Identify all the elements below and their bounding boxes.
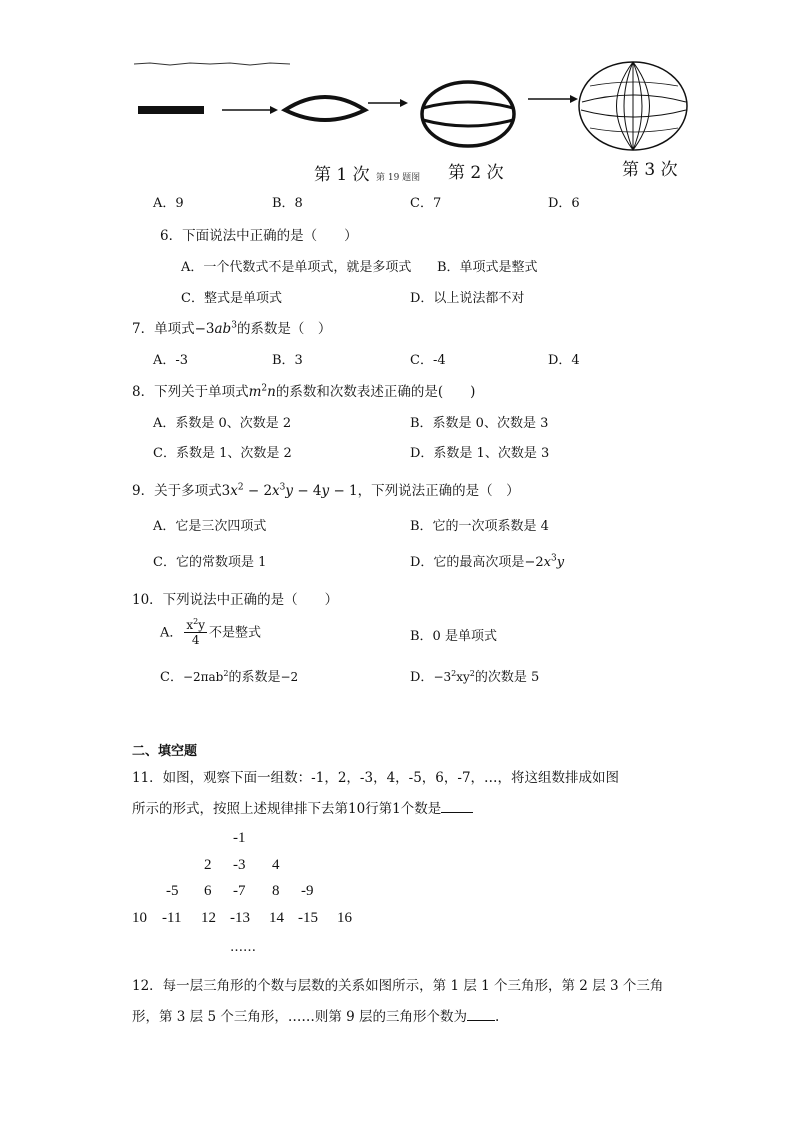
triangle-row-4-cell: 10 xyxy=(132,910,147,926)
q7-option-a[interactable]: A．-3 xyxy=(153,353,189,368)
q6-stem: 6．下面说法中正确的是（ ） xyxy=(160,228,358,244)
q7-stem xyxy=(132,317,331,337)
q5-option-d[interactable]: D．6 xyxy=(548,196,580,211)
q12-line2-text: 形，第 3 层 5 个三角形，……则第 9 层的三角形个数为 xyxy=(132,1009,468,1025)
q12-line2-end: . xyxy=(495,1009,500,1025)
q10-option-c[interactable] xyxy=(160,666,298,685)
q9-option-d-term: $-2x^3y$ xyxy=(524,553,565,570)
q9-polynomial: $3x^2 - 2x^3y - 4y - 1$ xyxy=(221,482,358,499)
figure-caption-3: 第 3 次 xyxy=(622,160,678,180)
q7-option-d[interactable]: D．4 xyxy=(548,353,580,368)
sphere-three-cuts-shape xyxy=(579,62,687,150)
q9-suffix: ，下列说法正确的是（ ） xyxy=(357,483,520,499)
q8-monomial: $m^2n$ xyxy=(248,383,276,400)
figure-caption-label: 第 19 题图 xyxy=(376,173,421,183)
triangle-row-4-cell: -13 xyxy=(230,910,250,926)
triangle-row-1-cell: -1 xyxy=(233,830,246,846)
triangle-row-4-cell: 16 xyxy=(337,910,352,926)
q8-option-c[interactable]: C．系数是 1、次数是 2 xyxy=(153,446,292,461)
triangle-row-3-cell: 6 xyxy=(204,883,212,899)
triangle-row-2-cell: 2 xyxy=(204,857,212,873)
q7-monomial: $-3ab^3$ xyxy=(194,320,237,337)
triangle-ellipsis: …… xyxy=(230,940,256,955)
q8-stem xyxy=(132,380,475,400)
arrow-icon xyxy=(368,99,408,107)
q9-stem xyxy=(132,479,520,499)
sphere-two-cuts-shape xyxy=(422,82,514,146)
q10-option-a-text: 不是整式 xyxy=(209,625,262,641)
arrow-icon xyxy=(222,106,278,114)
q8-option-b[interactable]: B．系数是 0、次数是 3 xyxy=(410,416,549,431)
q5-option-c[interactable]: C．7 xyxy=(410,196,442,211)
q10-option-a[interactable] xyxy=(160,615,261,647)
q7-option-c[interactable]: C．-4 xyxy=(410,353,446,368)
lens-shape xyxy=(285,97,365,120)
q12-answer-blank[interactable] xyxy=(467,1008,495,1021)
q10-option-d[interactable] xyxy=(410,666,539,685)
figure-caption-1: 第 1 次 xyxy=(314,165,370,185)
q10-option-c-text: 的系数是 xyxy=(228,670,281,685)
q10-option-c-term: −2πab$^2$ xyxy=(182,669,229,684)
q10-option-d-label: D． xyxy=(410,670,434,685)
q9-option-d[interactable] xyxy=(410,551,564,570)
q9-option-d-label: D．它的最高次项是 xyxy=(410,555,525,570)
q10-stem: 10．下列说法中正确的是（ ） xyxy=(132,592,339,608)
q10-option-d-text: 的次数是 5 xyxy=(474,670,540,685)
triangle-row-3-cell: -7 xyxy=(233,883,246,899)
q10-option-c-value: −2 xyxy=(280,670,299,684)
q9-option-b[interactable]: B．它的一次项系数是 4 xyxy=(410,519,549,534)
triangle-row-4-cell: -11 xyxy=(162,910,182,926)
section-heading: 二、填空题 xyxy=(132,744,198,759)
q11-line2-text: 所示的形式，按照上述规律排下去第10行第1个数是 xyxy=(132,801,442,817)
figure-caption-2: 第 2 次 xyxy=(448,163,504,183)
q10-option-a-label: A． xyxy=(160,625,183,641)
q6-option-a[interactable]: A．一个代数式不是单项式，就是多项式 xyxy=(181,260,412,275)
q8-option-d[interactable]: D．系数是 1、次数是 3 xyxy=(410,446,550,461)
q10-option-c-label: C． xyxy=(160,670,183,685)
q11-line2 xyxy=(132,797,473,817)
q7-prefix: 7．单项式 xyxy=(132,321,195,337)
q5-option-a[interactable]: A．9 xyxy=(153,196,184,211)
triangle-row-4-cell: 12 xyxy=(201,910,216,926)
q8-prefix: 8．下列关于单项式 xyxy=(132,384,249,400)
q6-option-d[interactable]: D．以上说法都不对 xyxy=(410,291,525,306)
bar-shape xyxy=(138,106,204,114)
triangle-row-3-cell: -5 xyxy=(166,883,179,899)
header-scribble xyxy=(134,63,290,65)
q5-option-b[interactable]: B．8 xyxy=(272,196,303,211)
triangle-row-2-cell: -3 xyxy=(233,857,246,873)
arrow-icon xyxy=(528,95,578,103)
sphere-cutting-figure xyxy=(130,58,690,188)
triangle-row-2-cell: 4 xyxy=(272,857,280,873)
q6-option-c[interactable]: C．整式是单项式 xyxy=(181,291,282,306)
q11-line1: 11．如图，观察下面一组数：-1，2，-3，4，-5，6，-7，…，将这组数排成如图 xyxy=(132,770,620,786)
q9-option-c[interactable]: C．它的常数项是 1 xyxy=(153,555,267,570)
triangle-row-4-cell: -15 xyxy=(298,910,318,926)
q9-prefix: 9．关于多项式 xyxy=(132,483,222,499)
triangle-row-4-cell: 14 xyxy=(269,910,284,926)
q8-option-a[interactable]: A．系数是 0、次数是 2 xyxy=(153,416,292,431)
q6-option-b[interactable]: B．单项式是整式 xyxy=(437,260,538,275)
q7-option-b[interactable]: B．3 xyxy=(272,353,303,368)
triangle-row-3-cell: -9 xyxy=(301,883,314,899)
q10-option-b[interactable]: B．0 是单项式 xyxy=(410,629,497,644)
q9-option-a[interactable]: A．它是三次四项式 xyxy=(153,519,267,534)
q10-fraction: $\frac{x^2y}{4}$ xyxy=(186,617,206,647)
triangle-row-3-cell: 8 xyxy=(272,883,280,899)
q8-suffix: 的系数和次数表述正确的是( ) xyxy=(275,384,476,400)
q7-suffix: 的系数是（ ） xyxy=(236,321,332,337)
q10-option-d-term: $-3^2xy^2$ xyxy=(433,669,475,684)
q12-line2 xyxy=(132,1005,499,1025)
q11-answer-blank[interactable] xyxy=(441,800,473,813)
q12-line1: 12．每一层三角形的个数与层数的关系如图所示，第 1 层 1 个三角形，第 2 层 3 个三角 xyxy=(132,978,664,994)
